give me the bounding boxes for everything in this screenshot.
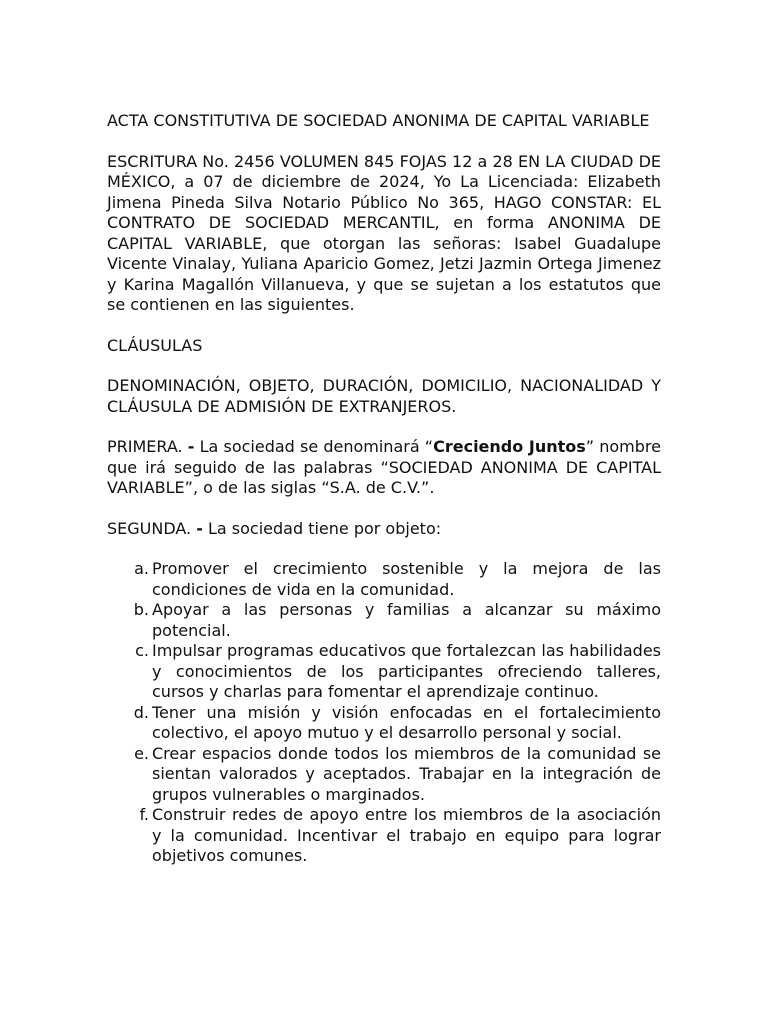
clausulas-heading: CLÁUSULAS [107,335,203,355]
list-marker: c. [135,641,149,660]
list-item [107,744,661,806]
list-marker: e. [134,743,149,763]
segunda-dash: - [196,518,203,538]
company-name: Creciendo Juntos [433,437,586,456]
list-marker: b. [133,600,149,619]
list-item-text: Tener una misión y visión enfocadas en el fortalecimiento colectivo, el apoyo mutuo y el desarrollo personal y social. [152,702,661,742]
denominacion-heading: DENOMINACIÓN, OBJETO, DURACIÓN, DOMICILIO, NACIONALIDAD Y CLÁUSULA DE ADMISIÓN DE EXTRANJEROS. [107,376,661,416]
escritura-paragraph: ESCRITURA No. 2456 VOLUMEN 845 FOJAS 12 a 28 EN LA CIUDAD DE MÉXICO, a 07 de diciembre de 2024, Yo La Licenciada: Elizabeth Jimena Pineda Silva Notario Público No 365, HAGO CONSTAR: EL CONTRATO DE SOCIEDAD MERCANTIL, en forma ANONIMA DE CAPITAL VARIABLE, que otorgan las señoras: Isabel Guadalupe Vicente Vinalay, Yuliana Aparicio Gomez, Jetzi Jazmin Ortega Jimenez y Karina Magallón Villanueva, y que se sujetan a los estatutos que se contienen en las siguientes. [107,151,661,314]
list-item-text: Promover el crecimiento sostenible y la mejora de las condiciones de vida en la comunidad. [152,559,661,599]
document-page [107,111,661,867]
list-marker: a. [134,559,149,578]
segunda-label: SEGUNDA. [107,518,192,538]
objetos-list [107,559,661,867]
list-item [107,559,661,600]
primera-text-after: ” nombre que irá seguido de las palabras “SOCIEDAD ANONIMA DE CAPITAL VARIABLE”, o de las siglas “S.A. de C.V.”. [107,437,661,497]
clausula-segunda [107,519,661,540]
list-item-text: Crear espacios donde todos los miembros de la comunidad se sientan valorados y aceptados. Trabajar en la integración de grupos vulnerables o marginados. [152,743,661,804]
segunda-text: La sociedad tiene por objeto: [207,518,442,538]
list-item [107,600,661,641]
list-item [107,805,661,867]
list-item-text: Apoyar a las personas y familias a alcanzar su máximo potencial. [152,600,661,640]
primera-text-before: La sociedad se denominará “ [199,437,434,456]
primera-label: PRIMERA. [107,437,183,456]
list-item-text: Construir redes de apoyo entre los miembros de la asociación y la comunidad. Incentivar el trabajo en equipo para lograr objetivos comunes. [152,805,661,865]
list-item-text: Impulsar programas educativos que fortalezcan las habilidades y conocimientos de los participantes ofreciendo talleres, cursos y charlas para fomentar el aprendizaje continuo. [152,641,661,701]
document-title: ACTA CONSTITUTIVA DE SOCIEDAD ANONIMA DE CAPITAL VARIABLE [107,111,650,130]
primera-dash: - [187,437,195,456]
list-marker: d. [133,702,149,722]
clausula-primera [107,437,661,499]
list-marker: f. [139,805,149,824]
list-item [107,641,661,703]
list-item [107,703,661,744]
